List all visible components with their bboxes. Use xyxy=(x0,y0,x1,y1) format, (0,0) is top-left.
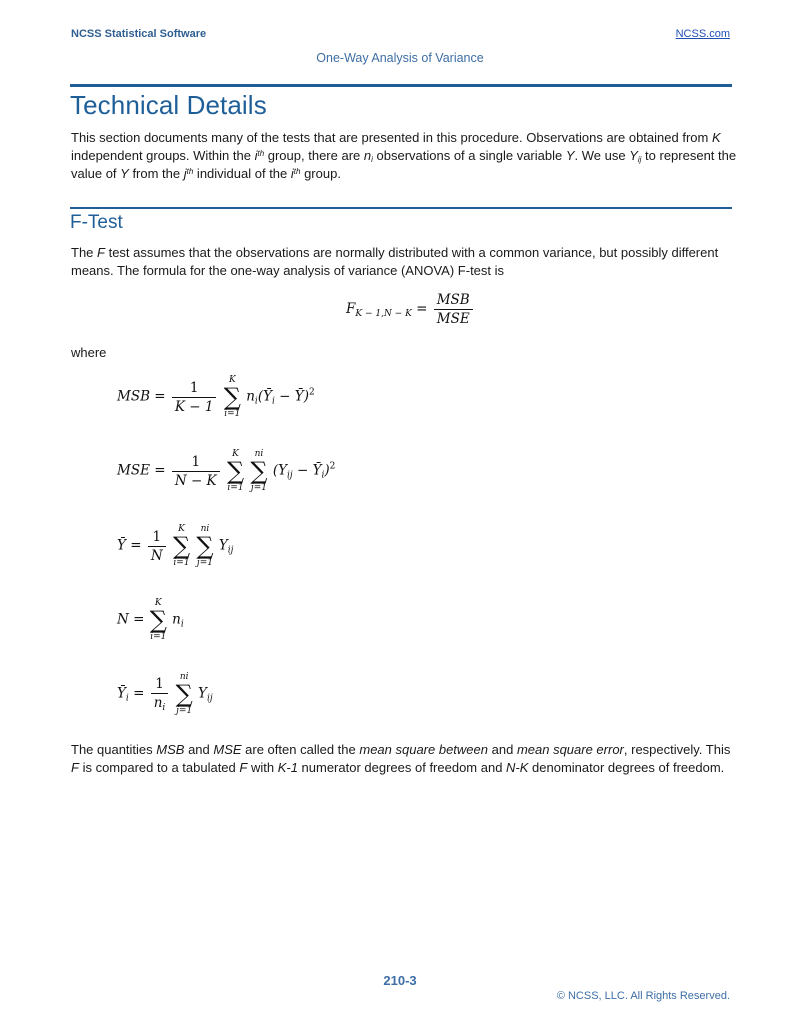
f-ratio-equation: $F_{K - 1,N - K}$ = $\frac{\text{MSB}}{\text{MSE}}$ xyxy=(346,292,475,327)
grand-mean-equation: Ȳ = $\frac{1}{N}$ K ∑ i=1 ni ∑ j=1 $Y_{ij}$ xyxy=(117,524,234,568)
subsection-rule xyxy=(70,207,732,209)
page-number: 210-3 xyxy=(383,973,417,988)
header-site-link[interactable]: NCSS.com xyxy=(675,28,730,40)
subsection-title: F-Test xyxy=(70,212,123,233)
header-chapter-title: One-Way Analysis of Variance xyxy=(316,51,484,65)
section-rule xyxy=(70,84,732,87)
copyright-notice: © NCSS, LLC. All Rights Reserved. xyxy=(556,990,730,1002)
mse-equation: MSE = $\frac{1}{N - K}$ K ∑ i=1 ni ∑ j=1 ($Y_{ij}$ − $Ȳ_i)^2$ xyxy=(117,449,336,493)
total-n-equation: N = K ∑ i=1 $n_i$ xyxy=(117,598,184,642)
header-software-name: NCSS Statistical Software xyxy=(71,28,207,40)
msb-equation: MSB = $\frac{1}{K - 1}$ K ∑ i=1 $n_i(Ȳ_i$ − Ȳ)$^2$ xyxy=(117,375,315,419)
section-title: Technical Details xyxy=(70,90,267,120)
group-mean-equation: $Ȳ_i$ = $\frac{1}{n_i}$ ni ∑ j=1 $Y_{ij}$ xyxy=(117,672,213,716)
where-label: where xyxy=(71,345,107,360)
ftest-paragraph: The F test assumes that the observations are normally distributed with a common variance, but possibly different means. The formula for the one-way analysis of variance (ANOVA) F-test is xyxy=(71,245,719,278)
intro-paragraph: This section documents many of the tests that are presented in this procedure. Observations are obtained from K independent groups. Within the $i^{th}$ group, there are $n_i$ observations of a single variable Y. We use $Y_{ij}$ to represent the value of Y from the $j^{th}$ individual of the $i^{th}$ group. xyxy=(71,130,737,181)
quantities-paragraph: The quantities MSB and MSE are often called the mean square between and mean square error, respectively. This F is compared to a tabulated F with K-1 numerator degrees of freedom and N-K denominator degrees of freedom. xyxy=(71,742,731,775)
